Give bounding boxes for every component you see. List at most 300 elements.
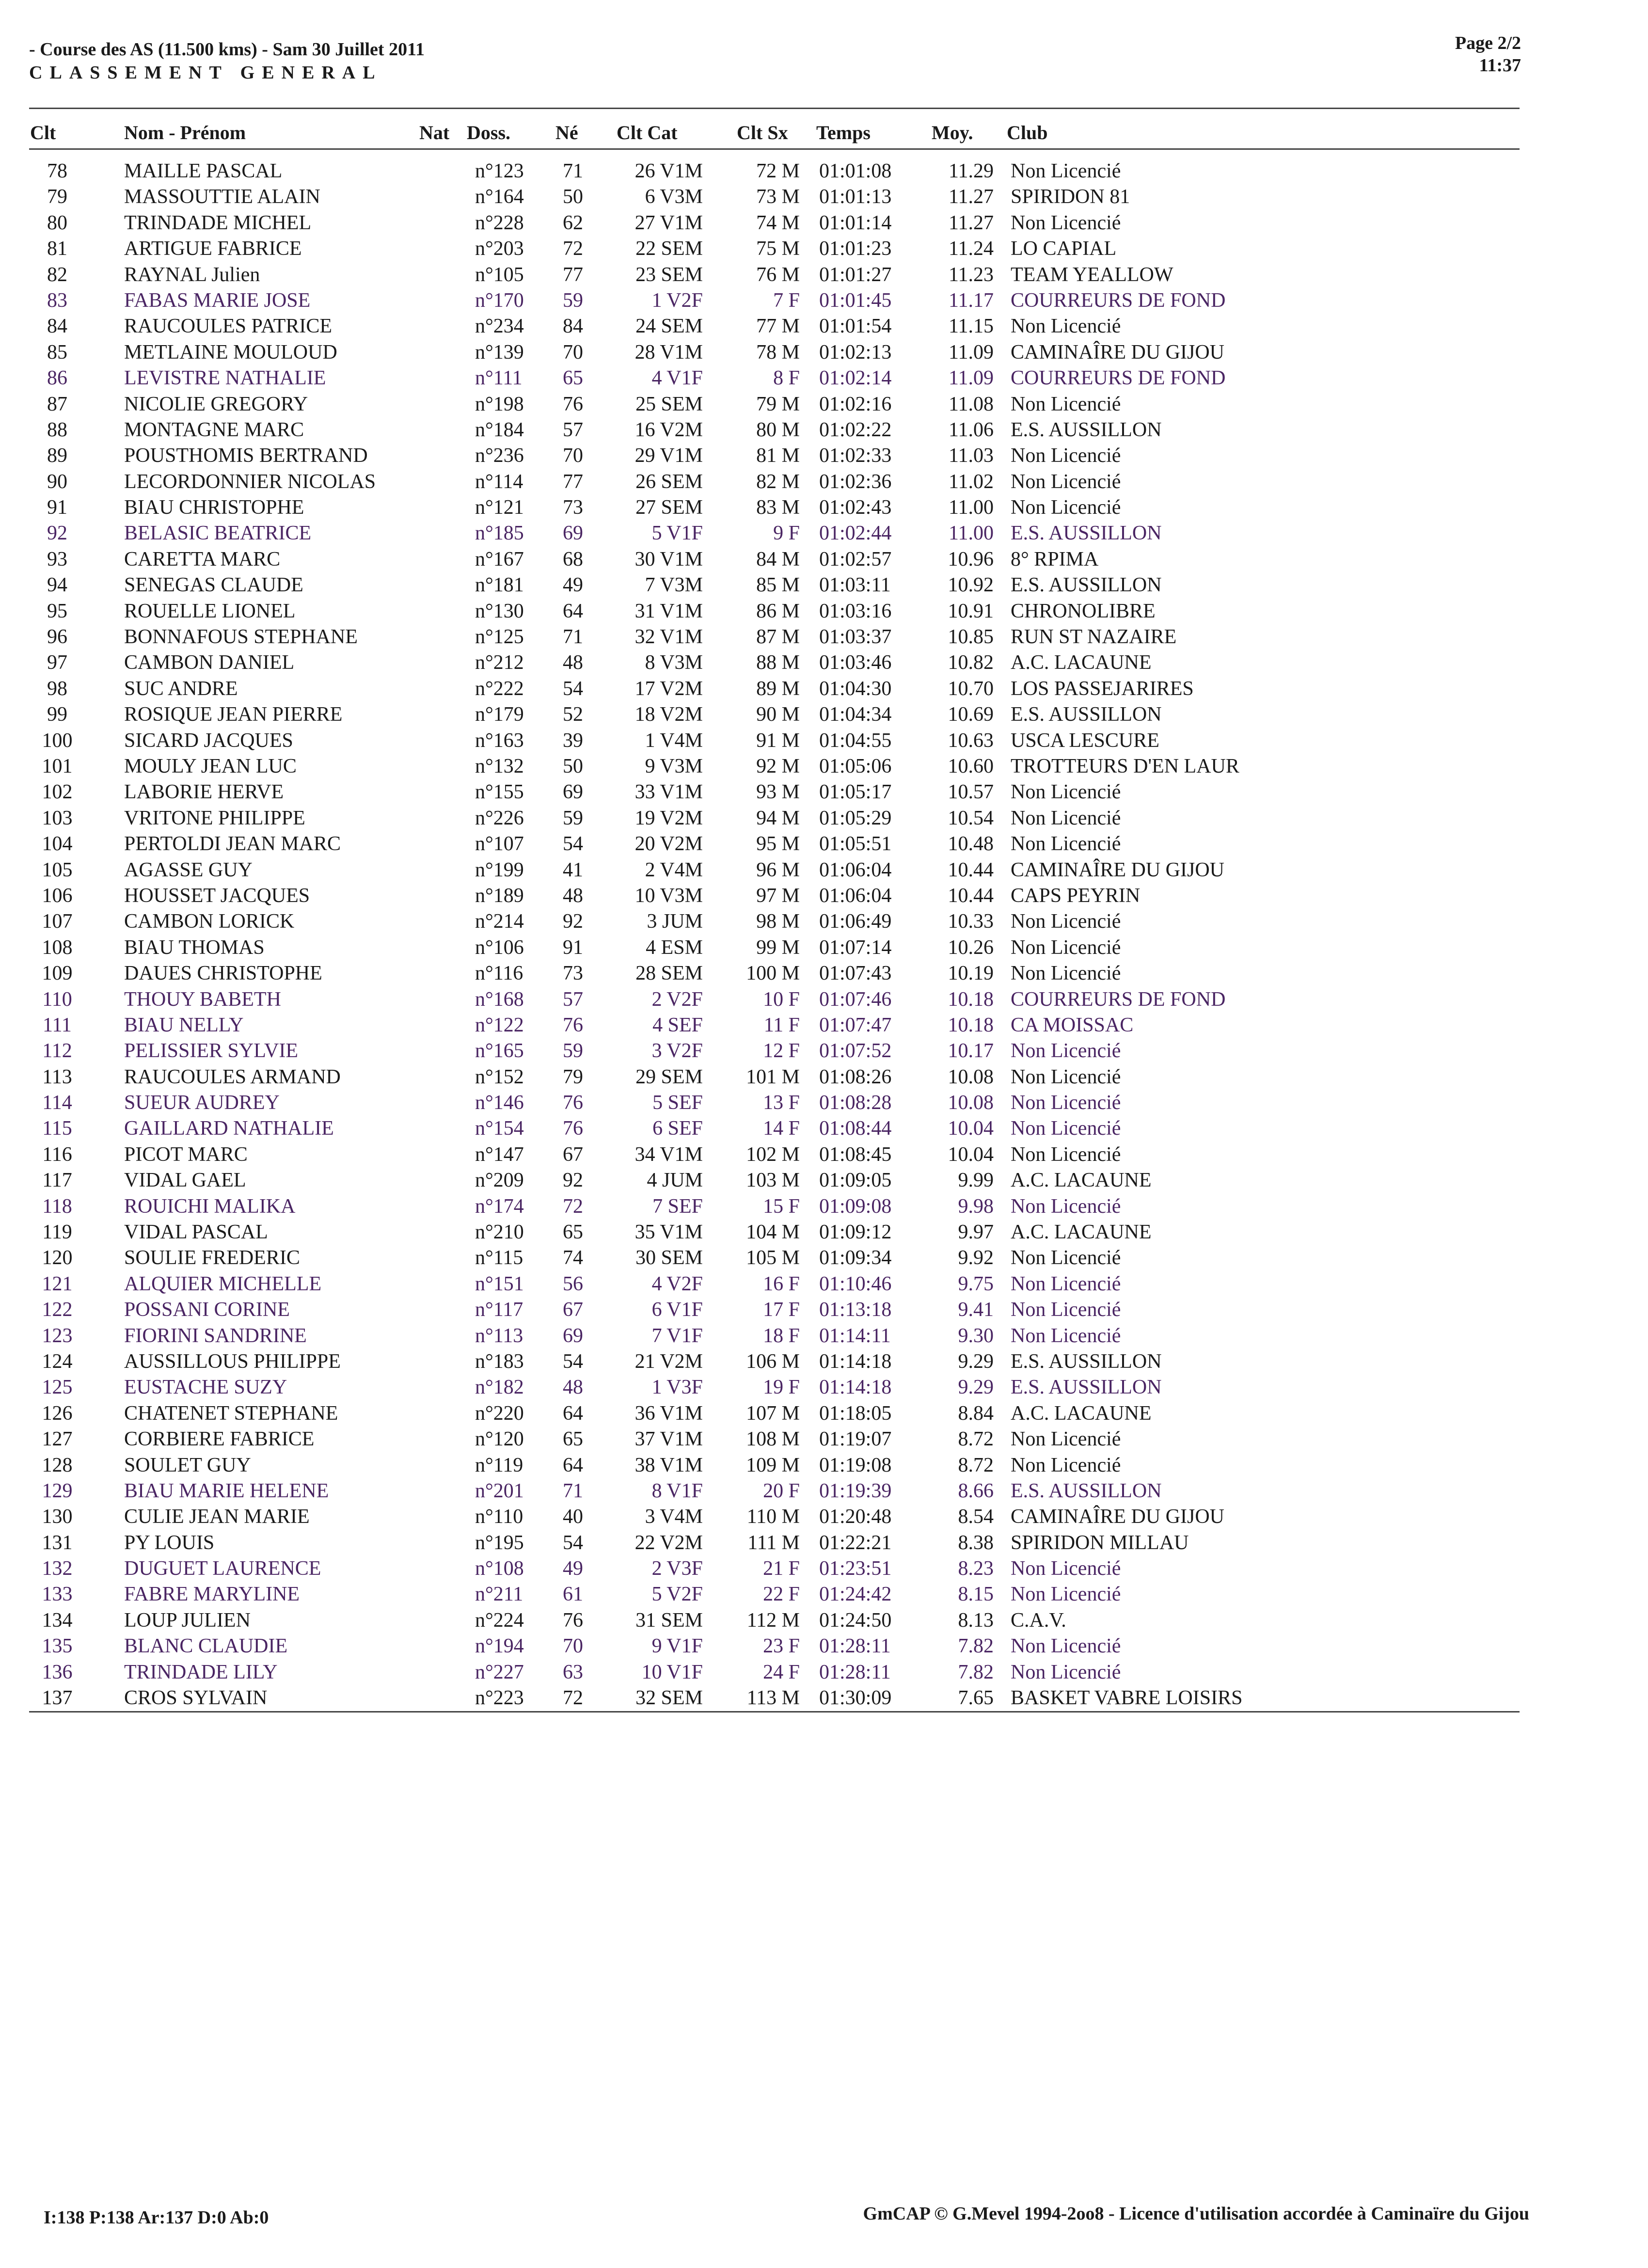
table-row	[0, 961, 1648, 986]
birth-year-cell: 54	[563, 833, 583, 856]
time-cell: 01:28:11	[819, 1635, 891, 1658]
rank-cell: 97	[47, 651, 67, 674]
name-cell: SUC ANDRE	[124, 677, 238, 700]
speed-cell: 8.72	[958, 1428, 994, 1451]
table-row	[0, 1220, 1648, 1245]
rank-cell: 134	[42, 1609, 73, 1632]
bib-cell: n°189	[475, 884, 524, 907]
speed-cell: 10.96	[948, 548, 994, 571]
bib-cell: n°184	[475, 418, 524, 441]
category-rank-cell: 6 SEF	[652, 1117, 703, 1140]
time-cell: 01:05:17	[819, 781, 892, 804]
category-rank-cell: 28 SEM	[635, 962, 703, 985]
category-rank-cell: 1 V4M	[645, 729, 703, 752]
table-end-divider	[29, 1711, 1520, 1713]
rank-cell: 112	[42, 1040, 72, 1063]
birth-year-cell: 48	[563, 884, 583, 907]
rank-cell: 133	[42, 1583, 73, 1606]
category-rank-cell: 3 JUM	[647, 910, 703, 933]
club-cell: A.C. LACAUNE	[1011, 1221, 1152, 1244]
birth-year-cell: 69	[563, 1324, 583, 1347]
club-cell: 8° RPIMA	[1011, 548, 1099, 571]
bib-cell: n°181	[475, 574, 524, 597]
category-rank-cell: 30 V1M	[634, 548, 703, 571]
category-rank-cell: 27 SEM	[635, 496, 703, 519]
rank-cell: 93	[47, 548, 67, 571]
name-cell: BONNAFOUS STEPHANE	[124, 626, 358, 649]
rank-cell: 92	[47, 522, 67, 545]
table-row	[0, 650, 1648, 676]
rank-cell: 127	[42, 1428, 73, 1451]
bib-cell: n°108	[475, 1557, 524, 1580]
name-cell: BIAU MARIE HELENE	[124, 1479, 329, 1502]
table-row	[0, 1478, 1648, 1504]
rank-cell: 122	[42, 1299, 73, 1321]
rank-cell: 100	[42, 729, 73, 752]
club-cell: E.S. AUSSILLON	[1011, 522, 1162, 545]
sex-rank-cell: 90 M	[756, 703, 800, 726]
table-row	[0, 676, 1648, 702]
sex-rank-cell: 108 M	[746, 1428, 800, 1451]
sex-rank-cell: 16 F	[763, 1272, 800, 1295]
name-cell: PELISSIER SYLVIE	[124, 1040, 298, 1063]
speed-cell: 9.29	[958, 1350, 994, 1373]
sex-rank-cell: 94 M	[756, 807, 800, 829]
speed-cell: 10.18	[948, 988, 994, 1011]
time-cell: 01:19:08	[819, 1454, 892, 1476]
sex-rank-cell: 104 M	[746, 1221, 800, 1244]
birth-year-cell: 72	[563, 1195, 583, 1218]
time-cell: 01:08:44	[819, 1117, 892, 1140]
bib-cell: n°111	[475, 367, 523, 390]
category-rank-cell: 25 SEM	[635, 393, 703, 415]
birth-year-cell: 59	[563, 289, 583, 312]
table-row	[0, 1271, 1648, 1297]
name-cell: RAUCOULES PATRICE	[124, 315, 333, 338]
sex-rank-cell: 109 M	[746, 1454, 800, 1476]
table-row	[0, 392, 1648, 417]
name-cell: BIAU CHRISTOPHE	[124, 496, 304, 519]
category-rank-cell: 7 SEF	[652, 1195, 703, 1218]
rank-cell: 119	[42, 1221, 72, 1244]
bib-cell: n°115	[475, 1247, 523, 1269]
col-club: Club	[1007, 122, 1048, 143]
rank-cell: 82	[47, 263, 67, 286]
club-cell: LOS PASSEJARIRES	[1011, 677, 1194, 700]
bib-cell: n°201	[475, 1479, 524, 1502]
rank-cell: 101	[42, 755, 73, 777]
bib-cell: n°152	[475, 1065, 524, 1088]
rank-cell: 130	[42, 1506, 73, 1528]
rank-cell: 88	[47, 418, 67, 441]
name-cell: VIDAL PASCAL	[124, 1221, 268, 1244]
table-row	[0, 1608, 1648, 1634]
time-cell: 01:24:42	[819, 1583, 892, 1606]
speed-cell: 8.15	[958, 1583, 994, 1606]
birth-year-cell: 57	[563, 418, 583, 441]
club-cell: Non Licencié	[1011, 807, 1121, 829]
time-cell: 01:23:51	[819, 1557, 892, 1580]
table-row	[0, 1504, 1648, 1530]
speed-cell: 10.91	[948, 600, 994, 622]
name-cell: CULIE JEAN MARIE	[124, 1506, 310, 1528]
speed-cell: 11.17	[949, 289, 994, 312]
speed-cell: 11.03	[949, 444, 994, 467]
bib-cell: n°163	[475, 729, 524, 752]
rank-cell: 114	[42, 1092, 72, 1114]
birth-year-cell: 54	[563, 677, 583, 700]
time-cell: 01:03:16	[819, 600, 892, 622]
name-cell: SOULIE FREDERIC	[124, 1247, 300, 1269]
club-cell: Non Licencié	[1011, 1247, 1121, 1269]
birth-year-cell: 57	[563, 988, 583, 1011]
speed-cell: 11.08	[949, 393, 994, 415]
rank-cell: 85	[47, 341, 67, 364]
birth-year-cell: 49	[563, 1557, 583, 1580]
sex-rank-cell: 105 M	[746, 1247, 800, 1269]
bib-cell: n°198	[475, 393, 524, 415]
category-rank-cell: 17 V2M	[634, 677, 703, 700]
bib-cell: n°234	[475, 315, 524, 338]
rank-cell: 79	[47, 186, 67, 208]
table-row	[0, 443, 1648, 469]
bib-cell: n°147	[475, 1143, 524, 1166]
footer-stats: I:138 P:138 Ar:137 D:0 Ab:0	[44, 2207, 269, 2228]
club-cell: Non Licencié	[1011, 1143, 1121, 1166]
name-cell: POSSANI CORINE	[124, 1299, 290, 1321]
sex-rank-cell: 78 M	[756, 341, 800, 364]
birth-year-cell: 65	[563, 367, 583, 390]
time-cell: 01:01:54	[819, 315, 892, 338]
bib-cell: n°110	[475, 1506, 523, 1528]
sex-rank-cell: 20 F	[763, 1479, 800, 1502]
time-cell: 01:20:48	[819, 1506, 892, 1528]
rank-cell: 86	[47, 367, 67, 390]
time-cell: 01:24:50	[819, 1609, 892, 1632]
rank-cell: 126	[42, 1402, 73, 1425]
speed-cell: 10.17	[948, 1040, 994, 1063]
bib-cell: n°116	[475, 962, 523, 985]
birth-year-cell: 48	[563, 651, 583, 674]
category-rank-cell: 3 V2F	[651, 1040, 703, 1063]
sex-rank-cell: 76 M	[756, 263, 800, 286]
category-rank-cell: 22 V2M	[634, 1531, 703, 1554]
club-cell: CAMINAÎRE DU GIJOU	[1011, 1506, 1224, 1528]
speed-cell: 11.23	[949, 263, 994, 286]
time-cell: 01:02:36	[819, 470, 892, 493]
name-cell: CROS SYLVAIN	[124, 1687, 268, 1710]
sex-rank-cell: 110 M	[746, 1506, 800, 1528]
birth-year-cell: 76	[563, 1014, 583, 1036]
speed-cell: 10.54	[948, 807, 994, 829]
time-cell: 01:30:09	[819, 1687, 892, 1710]
bib-cell: n°130	[475, 600, 524, 622]
table-row	[0, 184, 1648, 210]
speed-cell: 10.08	[948, 1092, 994, 1114]
club-cell: Non Licencié	[1011, 1324, 1121, 1347]
sex-rank-cell: 98 M	[756, 910, 800, 933]
birth-year-cell: 62	[563, 211, 583, 234]
table-row	[0, 909, 1648, 935]
table-row	[0, 1064, 1648, 1090]
col-clt: Clt	[30, 122, 56, 143]
sex-rank-cell: 106 M	[746, 1350, 800, 1373]
birth-year-cell: 63	[563, 1661, 583, 1683]
birth-year-cell: 40	[563, 1506, 583, 1528]
sex-rank-cell: 92 M	[756, 755, 800, 777]
name-cell: SUEUR AUDREY	[124, 1092, 280, 1114]
birth-year-cell: 39	[563, 729, 583, 752]
bib-cell: n°151	[475, 1272, 524, 1295]
club-cell: RUN ST NAZAIRE	[1011, 626, 1177, 649]
rank-cell: 121	[42, 1272, 73, 1295]
name-cell: POUSTHOMIS BERTRAND	[124, 444, 368, 467]
table-row	[0, 417, 1648, 443]
birth-year-cell: 52	[563, 703, 583, 726]
sex-rank-cell: 72 M	[756, 160, 800, 182]
table-row	[0, 547, 1648, 572]
table-row	[0, 1530, 1648, 1556]
sex-rank-cell: 103 M	[746, 1169, 800, 1192]
time-cell: 01:08:26	[819, 1065, 892, 1088]
birth-year-cell: 65	[563, 1221, 583, 1244]
sex-rank-cell: 8 F	[773, 367, 800, 390]
time-cell: 01:01:27	[819, 263, 892, 286]
rank-cell: 110	[42, 988, 72, 1011]
name-cell: ALQUIER MICHELLE	[124, 1272, 322, 1295]
rank-cell: 123	[42, 1324, 73, 1347]
birth-year-cell: 61	[563, 1583, 583, 1606]
speed-cell: 10.26	[948, 936, 994, 959]
bib-cell: n°182	[475, 1376, 524, 1399]
speed-cell: 11.02	[949, 470, 994, 493]
time-cell: 01:10:46	[819, 1272, 892, 1295]
time-cell: 01:22:21	[819, 1531, 892, 1554]
name-cell: BIAU THOMAS	[124, 936, 265, 959]
club-cell: CAMINAÎRE DU GIJOU	[1011, 858, 1224, 881]
club-cell: LO CAPIAL	[1011, 238, 1117, 260]
birth-year-cell: 76	[563, 1609, 583, 1632]
birth-year-cell: 70	[563, 444, 583, 467]
name-cell: MASSOUTTIE ALAIN	[124, 186, 320, 208]
rank-cell: 115	[42, 1117, 72, 1140]
table-row	[0, 857, 1648, 883]
bib-cell: n°106	[475, 936, 524, 959]
rank-cell: 129	[42, 1479, 73, 1502]
speed-cell: 11.27	[949, 186, 994, 208]
birth-year-cell: 72	[563, 1687, 583, 1710]
category-rank-cell: 29 V1M	[634, 444, 703, 467]
table-row	[0, 340, 1648, 365]
category-rank-cell: 5 V1F	[651, 522, 703, 545]
speed-cell: 10.04	[948, 1143, 994, 1166]
name-cell: FIORINI SANDRINE	[124, 1324, 307, 1347]
document-header	[29, 38, 425, 84]
birth-year-cell: 92	[563, 910, 583, 933]
birth-year-cell: 76	[563, 1092, 583, 1114]
category-rank-cell: 26 SEM	[635, 470, 703, 493]
birth-year-cell: 54	[563, 1531, 583, 1554]
name-cell: EUSTACHE SUZY	[124, 1376, 287, 1399]
table-row	[0, 1556, 1648, 1582]
category-rank-cell: 8 V1F	[651, 1479, 703, 1502]
sex-rank-cell: 11 F	[763, 1014, 800, 1036]
sex-rank-cell: 17 F	[763, 1299, 800, 1321]
club-cell: Non Licencié	[1011, 470, 1121, 493]
category-rank-cell: 36 V1M	[634, 1402, 703, 1425]
table-row	[0, 754, 1648, 779]
table-row	[0, 831, 1648, 857]
category-rank-cell: 1 V3F	[651, 1376, 703, 1399]
time-cell: 01:02:14	[819, 367, 892, 390]
table-row	[0, 1349, 1648, 1375]
name-cell: AGASSE GUY	[124, 858, 253, 881]
category-rank-cell: 7 V1F	[651, 1324, 703, 1347]
speed-cell: 9.98	[958, 1195, 994, 1218]
bib-cell: n°105	[475, 263, 524, 286]
category-rank-cell: 31 SEM	[635, 1609, 703, 1632]
category-rank-cell: 22 SEM	[635, 238, 703, 260]
bib-cell: n°167	[475, 548, 524, 571]
birth-year-cell: 70	[563, 1635, 583, 1658]
bib-cell: n°125	[475, 626, 524, 649]
sex-rank-cell: 80 M	[756, 418, 800, 441]
bib-cell: n°154	[475, 1117, 524, 1140]
birth-year-cell: 59	[563, 807, 583, 829]
time-cell: 01:02:43	[819, 496, 892, 519]
rank-cell: 137	[42, 1687, 73, 1710]
table-row	[0, 365, 1648, 391]
name-cell: VRITONE PHILIPPE	[124, 807, 305, 829]
bib-cell: n°170	[475, 289, 524, 312]
time-cell: 01:01:23	[819, 238, 892, 260]
birth-year-cell: 77	[563, 470, 583, 493]
sex-rank-cell: 96 M	[756, 858, 800, 881]
page-number: Page 2/2	[1455, 33, 1521, 53]
table-row	[0, 806, 1648, 831]
name-cell: ARTIGUE FABRICE	[124, 238, 302, 260]
category-rank-cell: 5 V2F	[651, 1583, 703, 1606]
speed-cell: 8.66	[958, 1479, 994, 1502]
table-row	[0, 1427, 1648, 1452]
bib-cell: n°132	[475, 755, 524, 777]
sex-rank-cell: 15 F	[763, 1195, 800, 1218]
race-title: - Course des AS (11.500 kms) - Sam 30 Juillet 2011	[29, 39, 425, 60]
bib-cell: n°139	[475, 341, 524, 364]
name-cell: CORBIERE FABRICE	[124, 1428, 315, 1451]
sex-rank-cell: 89 M	[756, 677, 800, 700]
bib-cell: n°228	[475, 211, 524, 234]
column-header-divider	[29, 148, 1520, 150]
time-cell: 01:09:12	[819, 1221, 892, 1244]
category-rank-cell: 33 V1M	[634, 781, 703, 804]
table-row	[0, 1401, 1648, 1427]
birth-year-cell: 67	[563, 1143, 583, 1166]
table-row	[0, 521, 1648, 546]
col-moy: Moy.	[932, 122, 973, 143]
birth-year-cell: 73	[563, 496, 583, 519]
col-doss: Doss.	[467, 122, 511, 143]
name-cell: DUGUET LAURENCE	[124, 1557, 321, 1580]
category-rank-cell: 7 V3M	[645, 574, 703, 597]
time-cell: 01:14:18	[819, 1376, 892, 1399]
club-cell: Non Licencié	[1011, 1557, 1121, 1580]
speed-cell: 11.27	[949, 211, 994, 234]
sex-rank-cell: 75 M	[756, 238, 800, 260]
club-cell: SPIRIDON 81	[1011, 186, 1130, 208]
time-cell: 01:05:06	[819, 755, 892, 777]
rank-cell: 125	[42, 1376, 73, 1399]
rank-cell: 99	[47, 703, 67, 726]
speed-cell: 9.29	[958, 1376, 994, 1399]
speed-cell: 9.30	[958, 1324, 994, 1347]
speed-cell: 10.44	[948, 858, 994, 881]
table-row	[0, 1582, 1648, 1607]
table-row	[0, 1375, 1648, 1400]
club-cell: SPIRIDON MILLAU	[1011, 1531, 1189, 1554]
rank-cell: 102	[42, 781, 73, 804]
birth-year-cell: 79	[563, 1065, 583, 1088]
bib-cell: n°146	[475, 1092, 524, 1114]
club-cell: TEAM YEALLOW	[1011, 263, 1173, 286]
bib-cell: n°220	[475, 1402, 524, 1425]
speed-cell: 10.19	[948, 962, 994, 985]
rank-cell: 116	[42, 1143, 72, 1166]
name-cell: FABRE MARYLINE	[124, 1583, 300, 1606]
birth-year-cell: 64	[563, 600, 583, 622]
club-cell: A.C. LACAUNE	[1011, 1402, 1152, 1425]
club-cell: USCA LESCURE	[1011, 729, 1159, 752]
club-cell: COURREURS DE FOND	[1011, 367, 1226, 390]
category-rank-cell: 9 V3M	[645, 755, 703, 777]
time-cell: 01:03:46	[819, 651, 892, 674]
speed-cell: 11.09	[949, 341, 994, 364]
category-rank-cell: 2 V2F	[651, 988, 703, 1011]
bib-cell: n°223	[475, 1687, 524, 1710]
club-cell: Non Licencié	[1011, 781, 1121, 804]
club-cell: Non Licencié	[1011, 315, 1121, 338]
time-cell: 01:07:46	[819, 988, 892, 1011]
time-cell: 01:08:45	[819, 1143, 892, 1166]
speed-cell: 10.08	[948, 1065, 994, 1088]
time-cell: 01:07:14	[819, 936, 892, 959]
name-cell: CARETTA MARC	[124, 548, 281, 571]
birth-year-cell: 50	[563, 755, 583, 777]
bib-cell: n°236	[475, 444, 524, 467]
speed-cell: 9.97	[958, 1221, 994, 1244]
time-cell: 01:14:18	[819, 1350, 892, 1373]
birth-year-cell: 73	[563, 962, 583, 985]
speed-cell: 8.84	[958, 1402, 994, 1425]
category-rank-cell: 6 V1F	[651, 1299, 703, 1321]
sex-rank-cell: 9 F	[773, 522, 800, 545]
name-cell: LEVISTRE NATHALIE	[124, 367, 326, 390]
rank-cell: 128	[42, 1454, 73, 1476]
category-rank-cell: 4 SEF	[652, 1014, 703, 1036]
category-rank-cell: 38 V1M	[634, 1454, 703, 1476]
club-cell: Non Licencié	[1011, 962, 1121, 985]
category-rank-cell: 4 ESM	[646, 936, 703, 959]
category-rank-cell: 26 V1M	[634, 160, 703, 182]
time-cell: 01:01:14	[819, 211, 892, 234]
time-cell: 01:14:11	[819, 1324, 891, 1347]
category-rank-cell: 24 SEM	[635, 315, 703, 338]
speed-cell: 10.69	[948, 703, 994, 726]
birth-year-cell: 76	[563, 393, 583, 415]
sex-rank-cell: 113 M	[746, 1687, 800, 1710]
table-row	[0, 1038, 1648, 1064]
category-rank-cell: 30 SEM	[635, 1247, 703, 1269]
